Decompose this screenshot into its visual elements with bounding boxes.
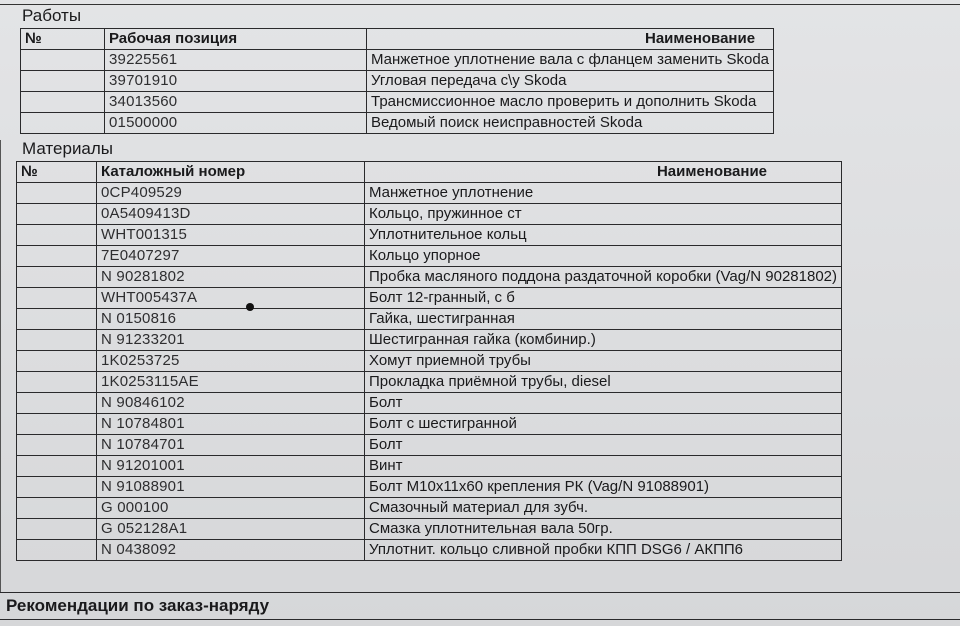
materials-row-num [17, 330, 97, 351]
materials-row-code: N 90281802 [97, 267, 365, 288]
materials-row-name: Болт М10х11х60 крепления РК (Vag/N 91088901) [365, 477, 842, 498]
materials-row-num [17, 540, 97, 561]
works-header-row [21, 29, 774, 50]
materials-row-num [17, 414, 97, 435]
materials-row-code: 1K0253725 [97, 351, 365, 372]
table-row [17, 309, 842, 330]
materials-row-num [17, 435, 97, 456]
materials-table [16, 161, 842, 561]
materials-row-num [17, 225, 97, 246]
table-row [17, 435, 842, 456]
table-row [17, 498, 842, 519]
materials-header-name: Наименование [365, 162, 842, 183]
works-row-code: 39225561 [105, 50, 367, 71]
materials-row-name: Смазка уплотнительная вала 50гр. [365, 519, 842, 540]
materials-row-num [17, 204, 97, 225]
materials-row-name: Прокладка приёмной трубы, diesel [365, 372, 842, 393]
materials-row-name: Болт [365, 435, 842, 456]
materials-section-title: Материалы [22, 139, 114, 158]
table-row [17, 246, 842, 267]
table-row [17, 519, 842, 540]
materials-row-num [17, 477, 97, 498]
works-header-position: Рабочая позиция [105, 29, 367, 50]
materials-row-name: Пробка масляного поддона раздаточной коробки (Vag/N 90281802) [365, 267, 842, 288]
materials-row-name: Уплотнит. кольцо сливной пробки КПП DSG6 / АКПП6 [365, 540, 842, 561]
table-row [17, 351, 842, 372]
recommendations-bar [0, 592, 960, 620]
materials-row-num [17, 267, 97, 288]
materials-row-name: Хомут приемной трубы [365, 351, 842, 372]
table-row [21, 113, 774, 134]
materials-row-name: Уплотнительное кольц [365, 225, 842, 246]
recommendations-title: Рекомендации по заказ-наряду [6, 596, 270, 615]
materials-row-code: N 10784701 [97, 435, 365, 456]
table-row [17, 477, 842, 498]
works-table [20, 28, 774, 134]
table-row [17, 330, 842, 351]
materials-header-num: № [17, 162, 97, 183]
cut-off-top-row [0, 0, 960, 5]
materials-header-catalog: Каталожный номер [97, 162, 365, 183]
works-row-num [21, 113, 105, 134]
materials-row-code: WHT001315 [97, 225, 365, 246]
materials-row-code: N 0150816 [97, 309, 365, 330]
materials-row-num [17, 246, 97, 267]
table-row [21, 92, 774, 113]
materials-row-code: N 0438092 [97, 540, 365, 561]
materials-row-name: Смазочный материал для зубч. [365, 498, 842, 519]
materials-row-num [17, 288, 97, 309]
materials-row-num [17, 498, 97, 519]
materials-row-name: Кольцо, пружинное ст [365, 204, 842, 225]
table-row [17, 456, 842, 477]
materials-row-code: 1K0253115AE [97, 372, 365, 393]
table-row [17, 372, 842, 393]
works-row-name: Угловая передача с\у Skoda [367, 71, 774, 92]
table-row [17, 414, 842, 435]
materials-row-code: N 91233201 [97, 330, 365, 351]
works-row-num [21, 71, 105, 92]
materials-row-num [17, 183, 97, 204]
materials-row-code: 7E0407297 [97, 246, 365, 267]
works-row-code: 01500000 [105, 113, 367, 134]
table-row [17, 183, 842, 204]
ink-dot-mark [246, 303, 254, 311]
materials-row-num [17, 372, 97, 393]
works-row-num [21, 50, 105, 71]
works-row-code: 39701910 [105, 71, 367, 92]
works-header-num: № [21, 29, 105, 50]
table-row [17, 540, 842, 561]
materials-row-code: N 91201001 [97, 456, 365, 477]
materials-row-code: WHT005437A [97, 288, 365, 309]
works-row-name: Ведомый поиск неисправностей Skoda [367, 113, 774, 134]
materials-row-name: Кольцо упорное [365, 246, 842, 267]
works-row-name: Трансмиссионное масло проверить и дополнить Skoda [367, 92, 774, 113]
materials-row-code: 0CP409529 [97, 183, 365, 204]
materials-row-name: Болт 12-гранный, с б [365, 288, 842, 309]
materials-row-name: Болт [365, 393, 842, 414]
materials-row-code: G 052128A1 [97, 519, 365, 540]
works-row-num [21, 92, 105, 113]
works-row-code: 34013560 [105, 92, 367, 113]
table-row [17, 225, 842, 246]
left-margin-rule [0, 140, 1, 592]
materials-row-code: G 000100 [97, 498, 365, 519]
materials-row-name: Гайка, шестигранная [365, 309, 842, 330]
materials-header-row [17, 162, 842, 183]
table-row [21, 50, 774, 71]
materials-row-name: Винт [365, 456, 842, 477]
materials-row-name: Болт с шестигранной [365, 414, 842, 435]
works-row-name: Манжетное уплотнение вала с фланцем заменить Skoda [367, 50, 774, 71]
materials-row-num [17, 393, 97, 414]
materials-row-num [17, 456, 97, 477]
table-row [17, 393, 842, 414]
materials-row-name: Манжетное уплотнение [365, 183, 842, 204]
materials-row-code: N 90846102 [97, 393, 365, 414]
table-row [21, 71, 774, 92]
materials-row-name: Шестигранная гайка (комбинир.) [365, 330, 842, 351]
materials-row-num [17, 309, 97, 330]
table-row [17, 267, 842, 288]
materials-row-code: N 91088901 [97, 477, 365, 498]
table-row [17, 204, 842, 225]
works-header-name: Наименование [367, 29, 774, 50]
materials-row-num [17, 351, 97, 372]
materials-row-code: 0A5409413D [97, 204, 365, 225]
materials-row-code: N 10784801 [97, 414, 365, 435]
materials-row-num [17, 519, 97, 540]
works-section-title: Работы [22, 6, 82, 25]
table-row [17, 288, 842, 309]
